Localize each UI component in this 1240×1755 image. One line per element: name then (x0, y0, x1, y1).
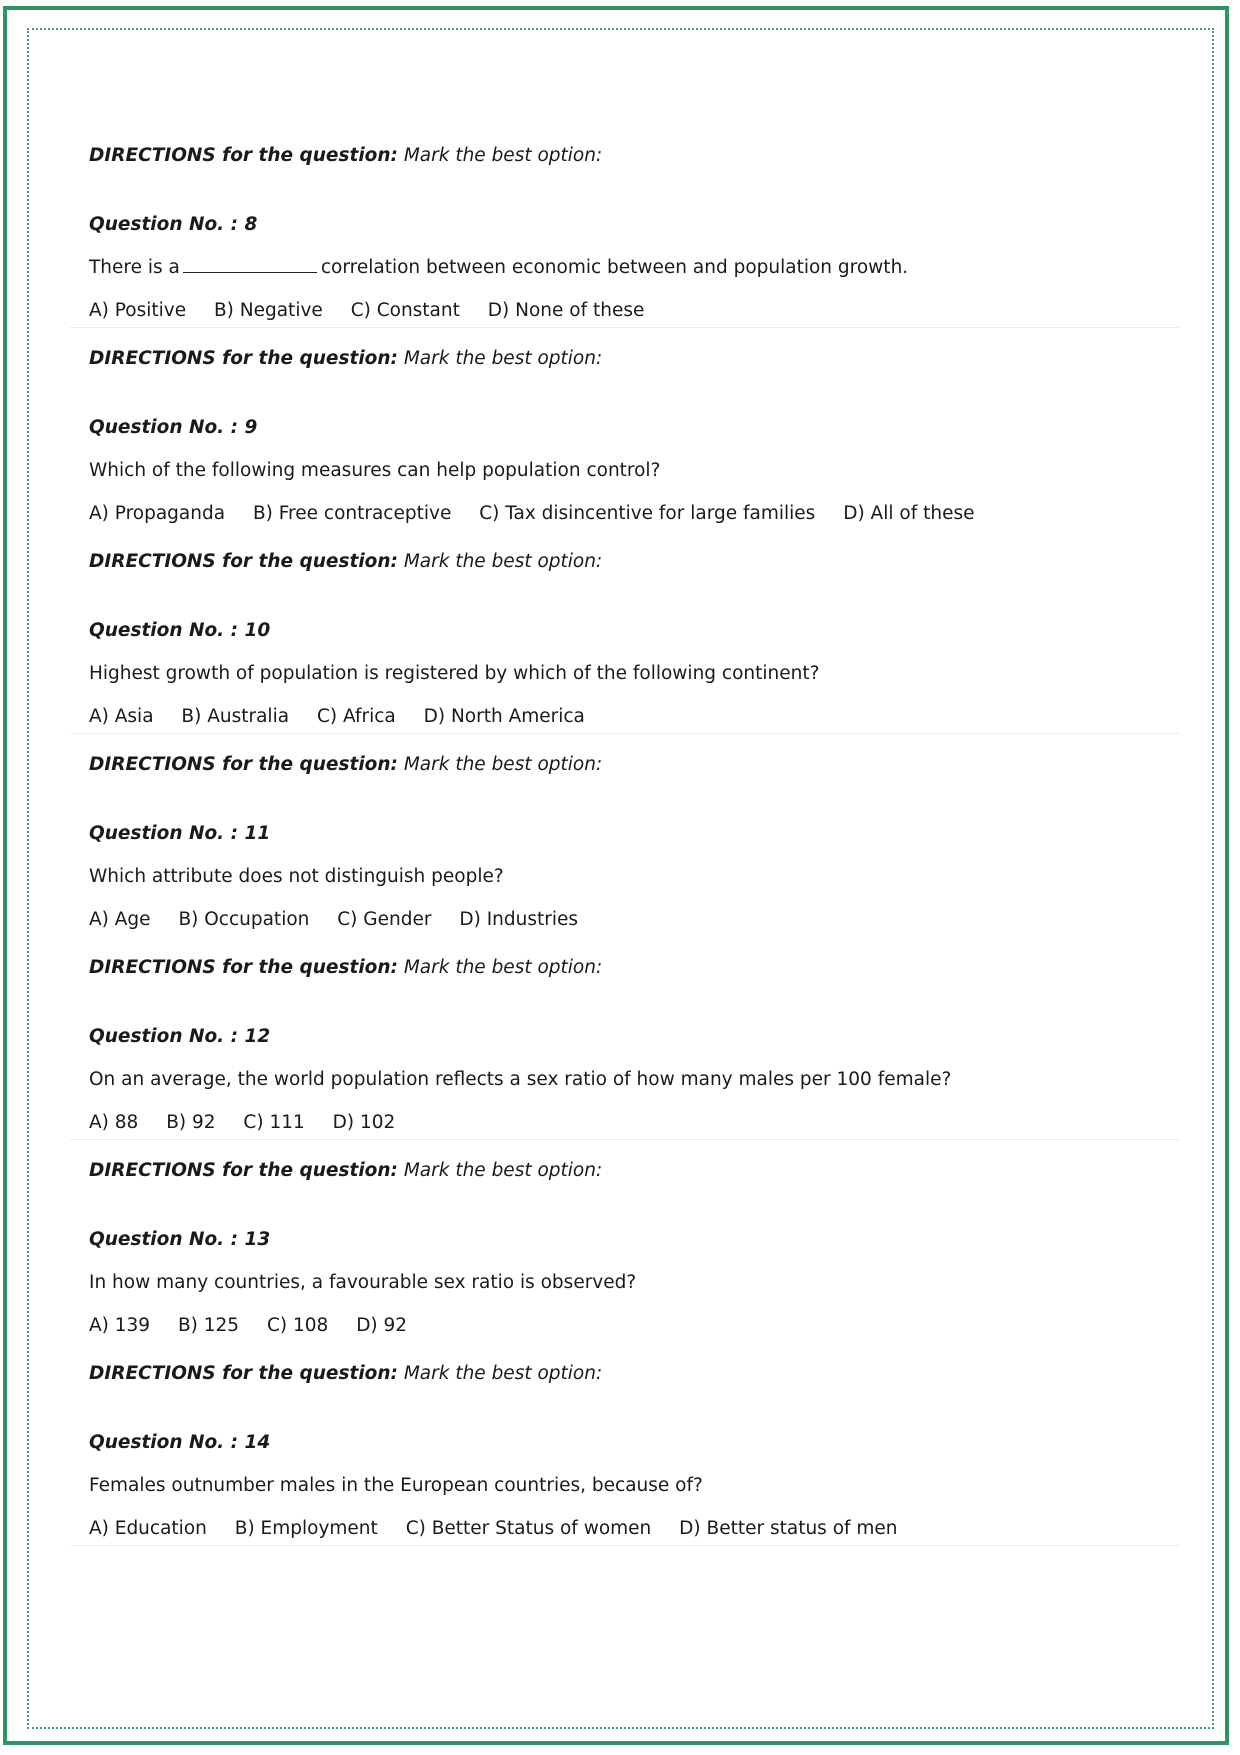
question-text: Highest growth of population is registered by which of the following continent? (89, 663, 820, 684)
option-d[interactable]: D) All of these (843, 503, 975, 524)
question-text: Females outnumber males in the European countries, because of? (89, 1475, 703, 1496)
divider (70, 1545, 1180, 1546)
directions-line (89, 145, 602, 167)
option-c[interactable]: C) 111 (243, 1112, 305, 1133)
directions-text: Mark the best option: (403, 1363, 603, 1384)
directions-text: Mark the best option: (403, 348, 603, 369)
option-c[interactable]: C) Gender (337, 909, 432, 930)
option-a[interactable]: A) Education (89, 1518, 207, 1539)
directions-text: Mark the best option: (403, 551, 603, 572)
option-b[interactable]: B) 92 (166, 1112, 216, 1133)
directions-text: Mark the best option: (403, 754, 603, 775)
option-a[interactable]: A) Propaganda (89, 503, 226, 524)
option-c[interactable]: C) Tax disincentive for large families (479, 503, 816, 524)
option-b[interactable]: B) Employment (234, 1518, 378, 1539)
question-number: Question No. : 9 (89, 417, 258, 438)
option-list (89, 300, 666, 322)
question-number: Question No. : 12 (89, 1026, 271, 1047)
option-d[interactable]: D) 92 (356, 1315, 408, 1336)
option-list (89, 1315, 429, 1337)
option-a[interactable]: A) Asia (89, 706, 154, 727)
directions-label: DIRECTIONS for the question: (89, 145, 398, 166)
directions-label: DIRECTIONS for the question: (89, 551, 398, 572)
option-list (89, 1518, 920, 1540)
directions-label: DIRECTIONS for the question: (89, 1160, 398, 1181)
directions-label: DIRECTIONS for the question: (89, 348, 398, 369)
fill-in-blank (183, 257, 317, 273)
option-c[interactable]: C) Africa (316, 706, 396, 727)
option-b[interactable]: B) Negative (213, 300, 323, 321)
option-a[interactable]: A) 88 (89, 1112, 139, 1133)
divider (70, 327, 1180, 328)
divider (70, 733, 1180, 734)
option-b[interactable]: B) Australia (181, 706, 290, 727)
option-b[interactable]: B) Free contraceptive (252, 503, 452, 524)
question-number: Question No. : 8 (89, 214, 258, 235)
question-text: Which of the following measures can help population control? (89, 460, 661, 481)
directions-text: Mark the best option: (403, 957, 603, 978)
option-d[interactable]: D) Better status of men (679, 1518, 898, 1539)
directions-text: Mark the best option: (403, 145, 603, 166)
directions-line (89, 957, 602, 979)
directions-line (89, 754, 602, 776)
directions-label: DIRECTIONS for the question: (89, 957, 398, 978)
option-list (89, 1112, 417, 1134)
directions-line (89, 551, 602, 573)
directions-label: DIRECTIONS for the question: (89, 1363, 398, 1384)
directions-label: DIRECTIONS for the question: (89, 754, 398, 775)
option-c[interactable]: C) Constant (350, 300, 460, 321)
option-c[interactable]: C) Better Status of women (405, 1518, 652, 1539)
option-b[interactable]: B) Occupation (178, 909, 310, 930)
option-b[interactable]: B) 125 (177, 1315, 240, 1336)
directions-line (89, 1363, 602, 1385)
option-list (89, 503, 996, 525)
option-list (89, 706, 607, 728)
option-a[interactable]: A) Age (89, 909, 151, 930)
question-number: Question No. : 10 (89, 620, 271, 641)
directions-line (89, 348, 602, 370)
option-a[interactable]: A) Positive (89, 300, 187, 321)
option-d[interactable]: D) North America (423, 706, 585, 727)
question-text-before: There is a (89, 257, 180, 278)
option-d[interactable]: D) None of these (487, 300, 645, 321)
question-text: On an average, the world population reflects a sex ratio of how many males per 100 female? (89, 1069, 952, 1090)
directions-text: Mark the best option: (403, 1160, 603, 1181)
question-text: Which attribute does not distinguish people? (89, 866, 504, 887)
question-text-after: correlation between economic between and population growth. (320, 257, 909, 278)
question-text (89, 257, 908, 279)
divider (70, 1139, 1180, 1140)
option-list (89, 909, 600, 931)
option-d[interactable]: D) Industries (459, 909, 579, 930)
option-d[interactable]: D) 102 (332, 1112, 396, 1133)
question-number: Question No. : 11 (89, 823, 271, 844)
question-number: Question No. : 13 (89, 1229, 271, 1250)
question-text: In how many countries, a favourable sex ratio is observed? (89, 1272, 637, 1293)
option-c[interactable]: C) 108 (266, 1315, 329, 1336)
option-a[interactable]: A) 139 (89, 1315, 151, 1336)
question-number: Question No. : 14 (89, 1432, 271, 1453)
directions-line (89, 1160, 602, 1182)
